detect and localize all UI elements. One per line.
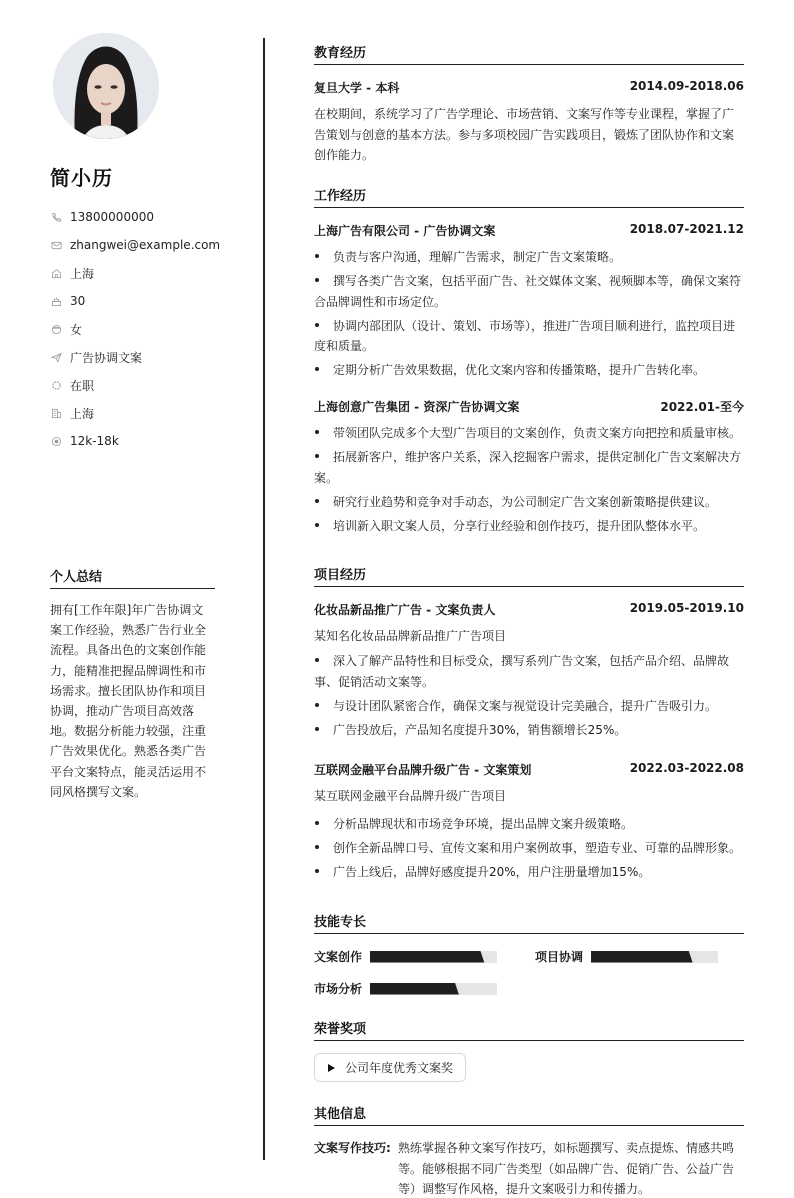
other-info-row <box>314 1138 744 1198</box>
award-tag[interactable] <box>314 1053 466 1082</box>
education-description: 在校期间，系统学习了广告学理论、市场营销、文案写作等专业课程，掌握了广告策划与创意的基本方法。参与多项校园广告实践项目，锻炼了团队协作和文案创作能力。 <box>314 107 735 162</box>
bullet-text: 协调内部团队（设计、策划、市场等），推进广告项目顺利进行，监控项目进度和质量。 <box>314 318 736 353</box>
skill-label: 文案创作 <box>314 950 363 964</box>
summary-text: 拥有[工作年限]年广告协调文案工作经验，熟悉广告行业全流程。具备出色的文案创作能力，能精准把握品牌调性和市场需求。擅长团队协作和项目协调，推动广告项目高效落地。数据分析能力较强，注重广告效果优化。熟悉各类广告平台文案特点，能灵活运用不同风格撰写文案。 <box>50 603 207 799</box>
bullet-text: 培训新入职文案人员，分享行业经验和创作技巧，提升团队整体水平。 <box>333 518 706 533</box>
skill-item <box>314 948 497 965</box>
bullet-icon <box>315 845 319 849</box>
bullet-icon <box>315 703 319 707</box>
work-bullet <box>314 316 744 357</box>
award-label: 公司年度优秀文案奖 <box>345 1061 454 1075</box>
bullet-text: 深入了解产品特性和目标受众，撰写系列广告文案，包括产品介绍、品牌故事、促销活动文案等。 <box>314 654 730 689</box>
work-bullets <box>314 423 744 540</box>
phone-value: 13800000000 <box>70 210 154 224</box>
work-bullet <box>314 492 744 513</box>
summary-heading: 个人总结 <box>50 566 215 589</box>
bullet-icon <box>315 367 319 371</box>
skill-item <box>314 980 497 997</box>
bullet-icon <box>315 821 319 825</box>
bullet-icon <box>315 254 319 258</box>
send-icon <box>50 351 62 363</box>
bullet-text: 撰写各类广告文案，包括平面广告、社交媒体文案、视频脚本等，确保文案符合品牌调性和市场定位。 <box>314 274 742 309</box>
bullet-icon <box>315 658 319 662</box>
education-date: 2014.09-2018.06 <box>629 79 744 93</box>
profile-photo <box>53 33 159 139</box>
status-icon <box>50 379 62 391</box>
project-bullet <box>314 720 744 741</box>
work-bullet <box>314 360 744 381</box>
salary-icon <box>50 435 62 447</box>
project-bullets <box>314 651 744 744</box>
status-value: 在职 <box>70 378 95 393</box>
phone-icon <box>50 211 62 223</box>
project-bullet <box>314 838 744 859</box>
project-subtitle: 某互联网金融平台品牌升级广告项目 <box>314 789 507 803</box>
bullet-icon <box>315 430 319 434</box>
skill-bar <box>370 983 497 995</box>
bullet-text: 分析品牌现状和市场竞争环境，提出品牌文案升级策略。 <box>333 817 634 831</box>
bullet-text: 研究行业趋势和竞争对手动态，为公司制定广告文案创新策略提供建议。 <box>333 494 718 509</box>
home-icon <box>50 267 62 279</box>
contact-location <box>50 259 250 287</box>
skill-bar <box>591 951 718 963</box>
bullet-text: 带领团队完成多个大型广告项目的文案创作，负责文案方向把控和质量审核。 <box>333 426 742 440</box>
work-bullet <box>314 447 744 488</box>
bullet-text: 与设计团队紧密合作，确保文案与视觉设计完美融合，提升广告吸引力。 <box>333 698 718 713</box>
city-value: 上海 <box>70 406 95 421</box>
bullet-icon <box>315 869 319 873</box>
work-item-header <box>314 222 744 239</box>
location-value: 上海 <box>70 266 95 281</box>
work-date: 2022.01-至今 <box>660 400 744 414</box>
work-date: 2018.07-2021.12 <box>629 222 744 236</box>
bullet-text: 广告投放后，产品知名度提升30%，销售额增长25%。 <box>333 722 627 737</box>
work-company: 上海创意广告集团 - 资深广告协调文案 <box>314 400 520 414</box>
mail-icon <box>50 239 62 251</box>
skill-bar <box>370 951 497 963</box>
project-bullet <box>314 862 744 883</box>
project-date: 2022.03-2022.08 <box>629 761 744 775</box>
bullet-text: 创作全新品牌口号、宣传文案和用户案例故事，塑造专业、可靠的品牌形象。 <box>333 841 742 855</box>
position-value: 广告协调文案 <box>70 350 143 365</box>
skills-heading: 技能专长 <box>314 911 744 934</box>
candidate-name: 简小历 <box>50 166 113 190</box>
column-divider <box>263 38 265 1160</box>
project-bullet <box>314 814 744 835</box>
skill-label: 市场分析 <box>314 982 363 996</box>
education-heading: 教育经历 <box>314 42 744 65</box>
contact-salary <box>50 427 250 455</box>
contact-email <box>50 231 250 259</box>
project-item-header <box>314 601 744 618</box>
salary-value: 12k-18k <box>70 434 119 448</box>
bullet-icon <box>315 499 319 503</box>
honors-heading: 荣誉奖项 <box>314 1018 744 1041</box>
skill-bar-fill <box>370 951 484 963</box>
project-bullet <box>314 651 744 692</box>
work-heading: 工作经历 <box>314 185 744 208</box>
contact-position <box>50 343 250 371</box>
skill-bar-fill <box>591 951 693 963</box>
skill-bar-fill <box>370 983 459 995</box>
project-bullet <box>314 696 744 717</box>
project-name: 化妆品新品推广广告 - 文案负责人 <box>314 603 496 617</box>
gender-value: 女 <box>70 322 83 337</box>
other-info-key: 文案写作技巧: <box>314 1141 391 1155</box>
project-bullets <box>314 814 744 886</box>
projects-heading: 项目经历 <box>314 564 744 587</box>
bullet-text: 广告上线后，品牌好感度提升20%，用户注册量增加15%。 <box>333 865 651 879</box>
bullet-text: 拓展新客户，维护客户关系，深入挖掘客户需求，提供定制化广告文案解决方案。 <box>314 450 742 485</box>
gender-icon <box>50 323 62 335</box>
contact-city <box>50 399 250 427</box>
skill-label: 项目协调 <box>535 950 584 964</box>
work-item-header <box>314 398 744 415</box>
bullet-icon <box>315 523 319 527</box>
play-triangle-icon <box>328 1064 335 1072</box>
work-bullet <box>314 271 744 312</box>
bullet-icon <box>315 278 319 282</box>
other-heading: 其他信息 <box>314 1103 744 1126</box>
bullet-text: 定期分析广告效果数据，优化文案内容和传播策略，提升广告转化率。 <box>333 363 706 377</box>
age-icon <box>50 295 62 307</box>
work-bullet <box>314 516 744 537</box>
skill-item <box>535 948 718 965</box>
contact-list <box>50 203 250 455</box>
age-value: 30 <box>70 294 86 308</box>
contact-status <box>50 371 250 399</box>
education-school: 复旦大学 - 本科 <box>314 81 400 95</box>
avatar-portrait-icon <box>53 33 159 139</box>
work-bullet <box>314 423 744 444</box>
project-name: 互联网金融平台品牌升级广告 - 文案策划 <box>314 763 532 777</box>
project-item-header <box>314 761 744 778</box>
email-value: zhangwei@example.com <box>70 238 221 252</box>
project-subtitle: 某知名化妆品品牌新品推广广告项目 <box>314 629 507 643</box>
building-icon <box>50 407 62 419</box>
education-item-header <box>314 79 744 96</box>
project-date: 2019.05-2019.10 <box>629 601 744 615</box>
bullet-icon <box>315 727 319 731</box>
work-bullets <box>314 247 744 384</box>
bullet-icon <box>315 323 319 327</box>
contact-gender <box>50 315 250 343</box>
bullet-icon <box>315 454 319 458</box>
other-info-value: 熟练掌握各种文案写作技巧，如标题撰写、卖点提炼、情感共鸣等。能够根据不同广告类型（如品牌广告、促销广告、公益广告等）调整写作风格，提升文案吸引力和传播力。 <box>398 1141 735 1196</box>
contact-phone <box>50 203 250 231</box>
bullet-text: 负责与客户沟通，理解广告需求，制定广告文案策略。 <box>333 250 622 264</box>
work-bullet <box>314 247 744 268</box>
contact-age <box>50 287 250 315</box>
work-company: 上海广告有限公司 - 广告协调文案 <box>314 224 496 238</box>
